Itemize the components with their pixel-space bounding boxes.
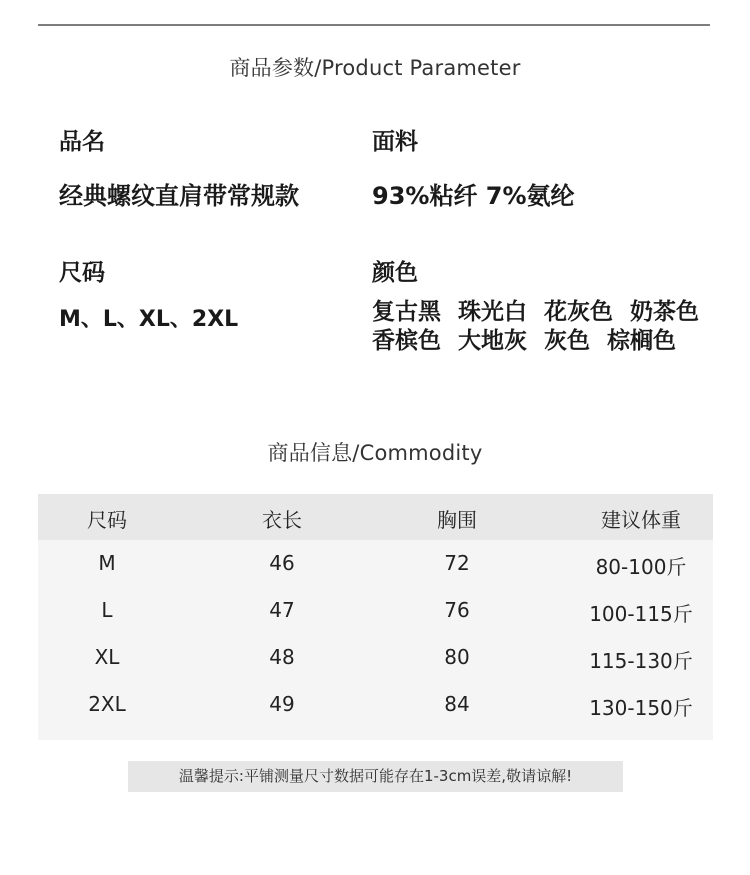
fabric-label: 面料 [372,129,418,155]
header-length: 衣长 [262,508,302,532]
size-value: M、L、XL、2XL [59,307,239,332]
cell-length: 46 [269,551,295,575]
color-item: 香槟色 [372,328,441,354]
color-row [372,327,699,356]
name-label: 品名 [59,129,105,155]
table-header [38,494,713,540]
cell-size: L [101,598,113,622]
color-item: 珠光白 [458,299,527,325]
parameter-title: 商品参数/Product Parameter [229,56,521,80]
cell-size: XL [94,645,120,669]
cell-bust: 84 [444,692,470,716]
cell-length: 48 [269,645,295,669]
cell-size: M [98,551,116,575]
color-item: 奶茶色 [630,299,699,325]
color-label: 颜色 [372,260,418,286]
cell-bust: 80 [444,645,470,669]
header-weight: 建议体重 [601,508,681,532]
color-item: 花灰色 [544,299,613,325]
cell-size: 2XL [88,692,126,716]
cell-weight: 130-150斤 [589,696,693,720]
size-table [38,494,713,740]
size-label: 尺码 [59,260,105,286]
cell-length: 49 [269,692,295,716]
top-divider [38,24,710,26]
cell-weight: 100-115斤 [589,602,693,626]
color-list [372,298,699,356]
header-size: 尺码 [87,508,127,532]
color-item: 复古黑 [372,299,441,325]
name-value: 经典螺纹直肩带常规款 [59,182,299,210]
color-item: 灰色 [544,328,590,354]
measurement-note: 温馨提示:平铺测量尺寸数据可能存在1-3cm误差,敬请谅解! [128,761,623,792]
color-row [372,298,699,327]
cell-weight: 115-130斤 [589,649,693,673]
cell-weight: 80-100斤 [595,555,687,579]
fabric-value: 93%粘纤 7%氨纶 [372,182,575,210]
cell-length: 47 [269,598,295,622]
cell-bust: 72 [444,551,470,575]
header-bust: 胸围 [437,508,477,532]
commodity-title: 商品信息/Commodity [267,441,483,465]
color-item: 大地灰 [458,328,527,354]
color-item: 棕榈色 [607,328,676,354]
cell-bust: 76 [444,598,470,622]
